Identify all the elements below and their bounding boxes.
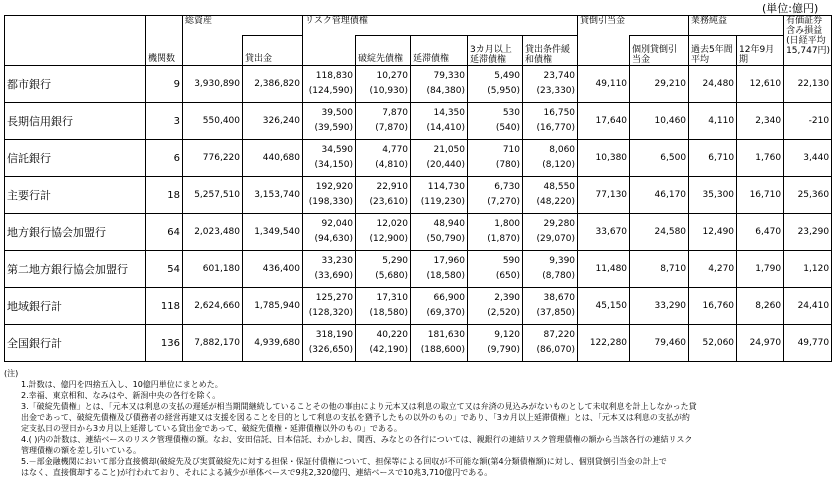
header-three-month-loans: 3カ月以上 延滞債権 <box>468 36 523 66</box>
delinquent-loans: 79,330 (84,380) <box>411 66 468 103</box>
table-row <box>5 325 832 362</box>
table-row <box>5 214 832 251</box>
three-month-loans: 5,490 (5,950) <box>468 66 523 103</box>
three-month-loans: 590 (650) <box>468 251 523 288</box>
loans: 4,939,680 <box>243 325 303 362</box>
total-assets: 5,257,510 <box>183 177 243 214</box>
bank-name: 長期信用銀行 <box>5 103 146 140</box>
institution-count: 54 <box>146 251 183 288</box>
bank-name: 地方銀行協会加盟行 <box>5 214 146 251</box>
loan-loss-reserve: 11,480 <box>578 251 630 288</box>
table-row <box>5 251 832 288</box>
specific-reserve: 24,580 <box>630 214 689 251</box>
securities-gain: 22,130 <box>784 66 832 103</box>
three-month-loans: 530 (540) <box>468 103 523 140</box>
loans: 436,400 <box>243 251 303 288</box>
securities-gain: 25,360 <box>784 177 832 214</box>
delinquent-loans: 48,940 (50,790) <box>411 214 468 251</box>
institution-count: 64 <box>146 214 183 251</box>
footnote-3b: 出金であって、破綻先債権及び債務者の経営再建又は支援を図ることを目的として利息の支払を猶予したもの以外のもの」であり、「3カ月以上延滞債権」とは、「元本又は利息の支払が約 <box>21 413 690 422</box>
total-assets: 550,400 <box>183 103 243 140</box>
bankrupt-loans: 17,310 (18,580) <box>356 288 411 325</box>
restructured-loans: 8,060 (8,120) <box>523 140 578 177</box>
three-month-loans: 9,120 (9,790) <box>468 325 523 362</box>
five-year-average: 4,110 <box>689 103 737 140</box>
header-h12-september: 12年9月 期 <box>737 36 784 66</box>
five-year-average: 16,760 <box>689 288 737 325</box>
securities-gain: -210 <box>784 103 832 140</box>
header-institution-count: 機関数 <box>146 36 183 66</box>
table-row <box>5 288 832 325</box>
h12-september: 8,260 <box>737 288 784 325</box>
five-year-average: 4,270 <box>689 251 737 288</box>
total-assets: 3,930,890 <box>183 66 243 103</box>
header-row-top <box>5 16 832 36</box>
footnote-1: 1.計数は、億円を四捨五入し、10億円単位にまとめた。 <box>21 380 223 389</box>
restructured-loans: 9,390 (8,780) <box>523 251 578 288</box>
risk-loans: 33,230 (33,690) <box>303 251 356 288</box>
bankrupt-loans: 12,020 (12,900) <box>356 214 411 251</box>
institution-count: 3 <box>146 103 183 140</box>
restructured-loans: 23,740 (23,330) <box>523 66 578 103</box>
five-year-average: 35,300 <box>689 177 737 214</box>
five-year-average: 12,490 <box>689 214 737 251</box>
total-assets: 601,180 <box>183 251 243 288</box>
total-assets: 776,220 <box>183 140 243 177</box>
risk-loans: 318,190 (326,650) <box>303 325 356 362</box>
bankrupt-loans: 5,290 (5,680) <box>356 251 411 288</box>
header-loans: 貸出金 <box>243 36 303 66</box>
three-month-loans: 1,800 (1,870) <box>468 214 523 251</box>
bankrupt-loans: 4,770 (4,810) <box>356 140 411 177</box>
footnote-5b: はなく、直接償却すること)が行われており、それによる減少が単体ベースで9兆2,320億円、連結ベースで10兆3,710億円である。 <box>21 468 493 477</box>
loans: 326,240 <box>243 103 303 140</box>
risk-loans: 192,920 (198,330) <box>303 177 356 214</box>
institution-count: 136 <box>146 325 183 362</box>
loans: 1,785,940 <box>243 288 303 325</box>
bankrupt-loans: 10,270 (10,930) <box>356 66 411 103</box>
restructured-loans: 16,750 (16,770) <box>523 103 578 140</box>
restructured-loans: 38,670 (37,850) <box>523 288 578 325</box>
specific-reserve: 29,210 <box>630 66 689 103</box>
header-row-sub <box>5 36 832 66</box>
bank-name: 地域銀行計 <box>5 288 146 325</box>
institution-count: 18 <box>146 177 183 214</box>
specific-reserve: 33,290 <box>630 288 689 325</box>
footnote-label: (注) <box>4 369 19 378</box>
footnote-2: 2.幸福、東京相和、なみはや、新潟中央の各行を除く。 <box>21 391 221 400</box>
header-total-assets: 総資産 <box>183 16 303 36</box>
securities-gain: 1,120 <box>784 251 832 288</box>
delinquent-loans: 114,730 (119,230) <box>411 177 468 214</box>
risk-loans: 39,500 (39,590) <box>303 103 356 140</box>
bank-name: 全国銀行計 <box>5 325 146 362</box>
risk-loans: 118,830 (124,590) <box>303 66 356 103</box>
header-risk-management: リスク管理債権 <box>303 16 578 36</box>
three-month-loans: 2,390 (2,520) <box>468 288 523 325</box>
h12-september: 12,610 <box>737 66 784 103</box>
loans: 1,349,540 <box>243 214 303 251</box>
loan-loss-reserve: 122,280 <box>578 325 630 362</box>
loan-loss-reserve: 49,110 <box>578 66 630 103</box>
institution-count: 118 <box>146 288 183 325</box>
header-restructured-loans: 貸出条件緩 和債権 <box>523 36 578 66</box>
h12-september: 1,790 <box>737 251 784 288</box>
bankrupt-loans: 7,870 (7,870) <box>356 103 411 140</box>
unit-label: (単位:億円) <box>762 2 819 15</box>
table-row <box>5 177 832 214</box>
delinquent-loans: 181,630 (188,600) <box>411 325 468 362</box>
restructured-loans: 29,280 (29,070) <box>523 214 578 251</box>
institution-count: 6 <box>146 140 183 177</box>
loan-loss-reserve: 77,130 <box>578 177 630 214</box>
total-assets: 2,624,660 <box>183 288 243 325</box>
loan-loss-reserve: 17,640 <box>578 103 630 140</box>
specific-reserve: 79,460 <box>630 325 689 362</box>
risk-loans: 34,590 (34,150) <box>303 140 356 177</box>
institution-count: 9 <box>146 66 183 103</box>
footnote-4a: 4.( )内の計数は、連結ベースのリスク管理債権の額。なお、安田信託、日本信託、わかしお、関西、みなとの各行については、親銀行の連結リスク管理債権の額から当該各行の連結リスク <box>21 435 693 444</box>
header-five-year-average: 過去5年間 平均 <box>689 36 737 66</box>
footnote-3c: 定支払日の翌日から3カ月以上延滞している貸出金であって、破綻先債権・延滞債権以外のもの」である。 <box>21 424 402 433</box>
header-securities-gain: 有価証券 含み損益 (日経平均 15,747円) <box>784 16 832 66</box>
table-row <box>5 140 832 177</box>
bankrupt-loans: 22,910 (23,610) <box>356 177 411 214</box>
delinquent-loans: 14,350 (14,410) <box>411 103 468 140</box>
bank-name: 信託銀行 <box>5 140 146 177</box>
loans: 440,680 <box>243 140 303 177</box>
loan-loss-reserve: 45,150 <box>578 288 630 325</box>
total-assets: 7,882,170 <box>183 325 243 362</box>
footnote-4b: 管理債権の額を差し引いている。 <box>21 446 141 455</box>
securities-gain: 23,290 <box>784 214 832 251</box>
loan-loss-reserve: 33,670 <box>578 214 630 251</box>
delinquent-loans: 66,900 (69,370) <box>411 288 468 325</box>
table-row <box>5 103 832 140</box>
three-month-loans: 710 (780) <box>468 140 523 177</box>
specific-reserve: 10,460 <box>630 103 689 140</box>
header-delinquent-loans: 延滞債権 <box>411 36 468 66</box>
bank-name: 第二地方銀行協会加盟行 <box>5 251 146 288</box>
header-specific-reserve: 個別貸倒引 当金 <box>630 36 689 66</box>
five-year-average: 52,060 <box>689 325 737 362</box>
footnote-3a: 3.「破綻先債権」とは、「元本又は利息の支払の遅延が相当期間継続していることその他の事由により元本又は利息の取立て又は弁済の見込みがないものとして未収利息を計上しなかった貸 <box>21 402 697 411</box>
h12-september: 6,470 <box>737 214 784 251</box>
loan-loss-reserve: 10,380 <box>578 140 630 177</box>
loans: 2,386,820 <box>243 66 303 103</box>
specific-reserve: 6,500 <box>630 140 689 177</box>
five-year-average: 24,480 <box>689 66 737 103</box>
header-business-profit: 業務純益 <box>689 16 784 36</box>
footnote-5a: 5.－部金融機関において部分直接償却(破綻先及び実質破綻先に対する担保・保証付債権について、担保等による回収が不可能な額(第4分類債権額)に対し、個別貸倒引当金の計上で <box>21 457 667 466</box>
restructured-loans: 87,220 (86,070) <box>523 325 578 362</box>
bank-data-table <box>4 15 832 362</box>
h12-september: 2,340 <box>737 103 784 140</box>
securities-gain: 49,770 <box>784 325 832 362</box>
bankrupt-loans: 40,220 (42,190) <box>356 325 411 362</box>
delinquent-loans: 21,050 (20,440) <box>411 140 468 177</box>
bank-name: 都市銀行 <box>5 66 146 103</box>
h12-september: 24,970 <box>737 325 784 362</box>
header-loan-loss-reserve: 貸倒引当金 <box>578 16 689 36</box>
h12-september: 16,710 <box>737 177 784 214</box>
securities-gain: 3,440 <box>784 140 832 177</box>
specific-reserve: 46,170 <box>630 177 689 214</box>
specific-reserve: 8,710 <box>630 251 689 288</box>
securities-gain: 24,410 <box>784 288 832 325</box>
delinquent-loans: 17,960 (18,580) <box>411 251 468 288</box>
bank-name: 主要行計 <box>5 177 146 214</box>
restructured-loans: 48,550 (48,220) <box>523 177 578 214</box>
header-bankrupt-loans: 破綻先債権 <box>356 36 411 66</box>
table-row <box>5 66 832 103</box>
risk-loans: 125,270 (128,320) <box>303 288 356 325</box>
three-month-loans: 6,730 (7,270) <box>468 177 523 214</box>
total-assets: 2,023,480 <box>183 214 243 251</box>
risk-loans: 92,040 (94,630) <box>303 214 356 251</box>
five-year-average: 6,710 <box>689 140 737 177</box>
loans: 3,153,740 <box>243 177 303 214</box>
h12-september: 1,760 <box>737 140 784 177</box>
footnotes <box>4 368 830 478</box>
